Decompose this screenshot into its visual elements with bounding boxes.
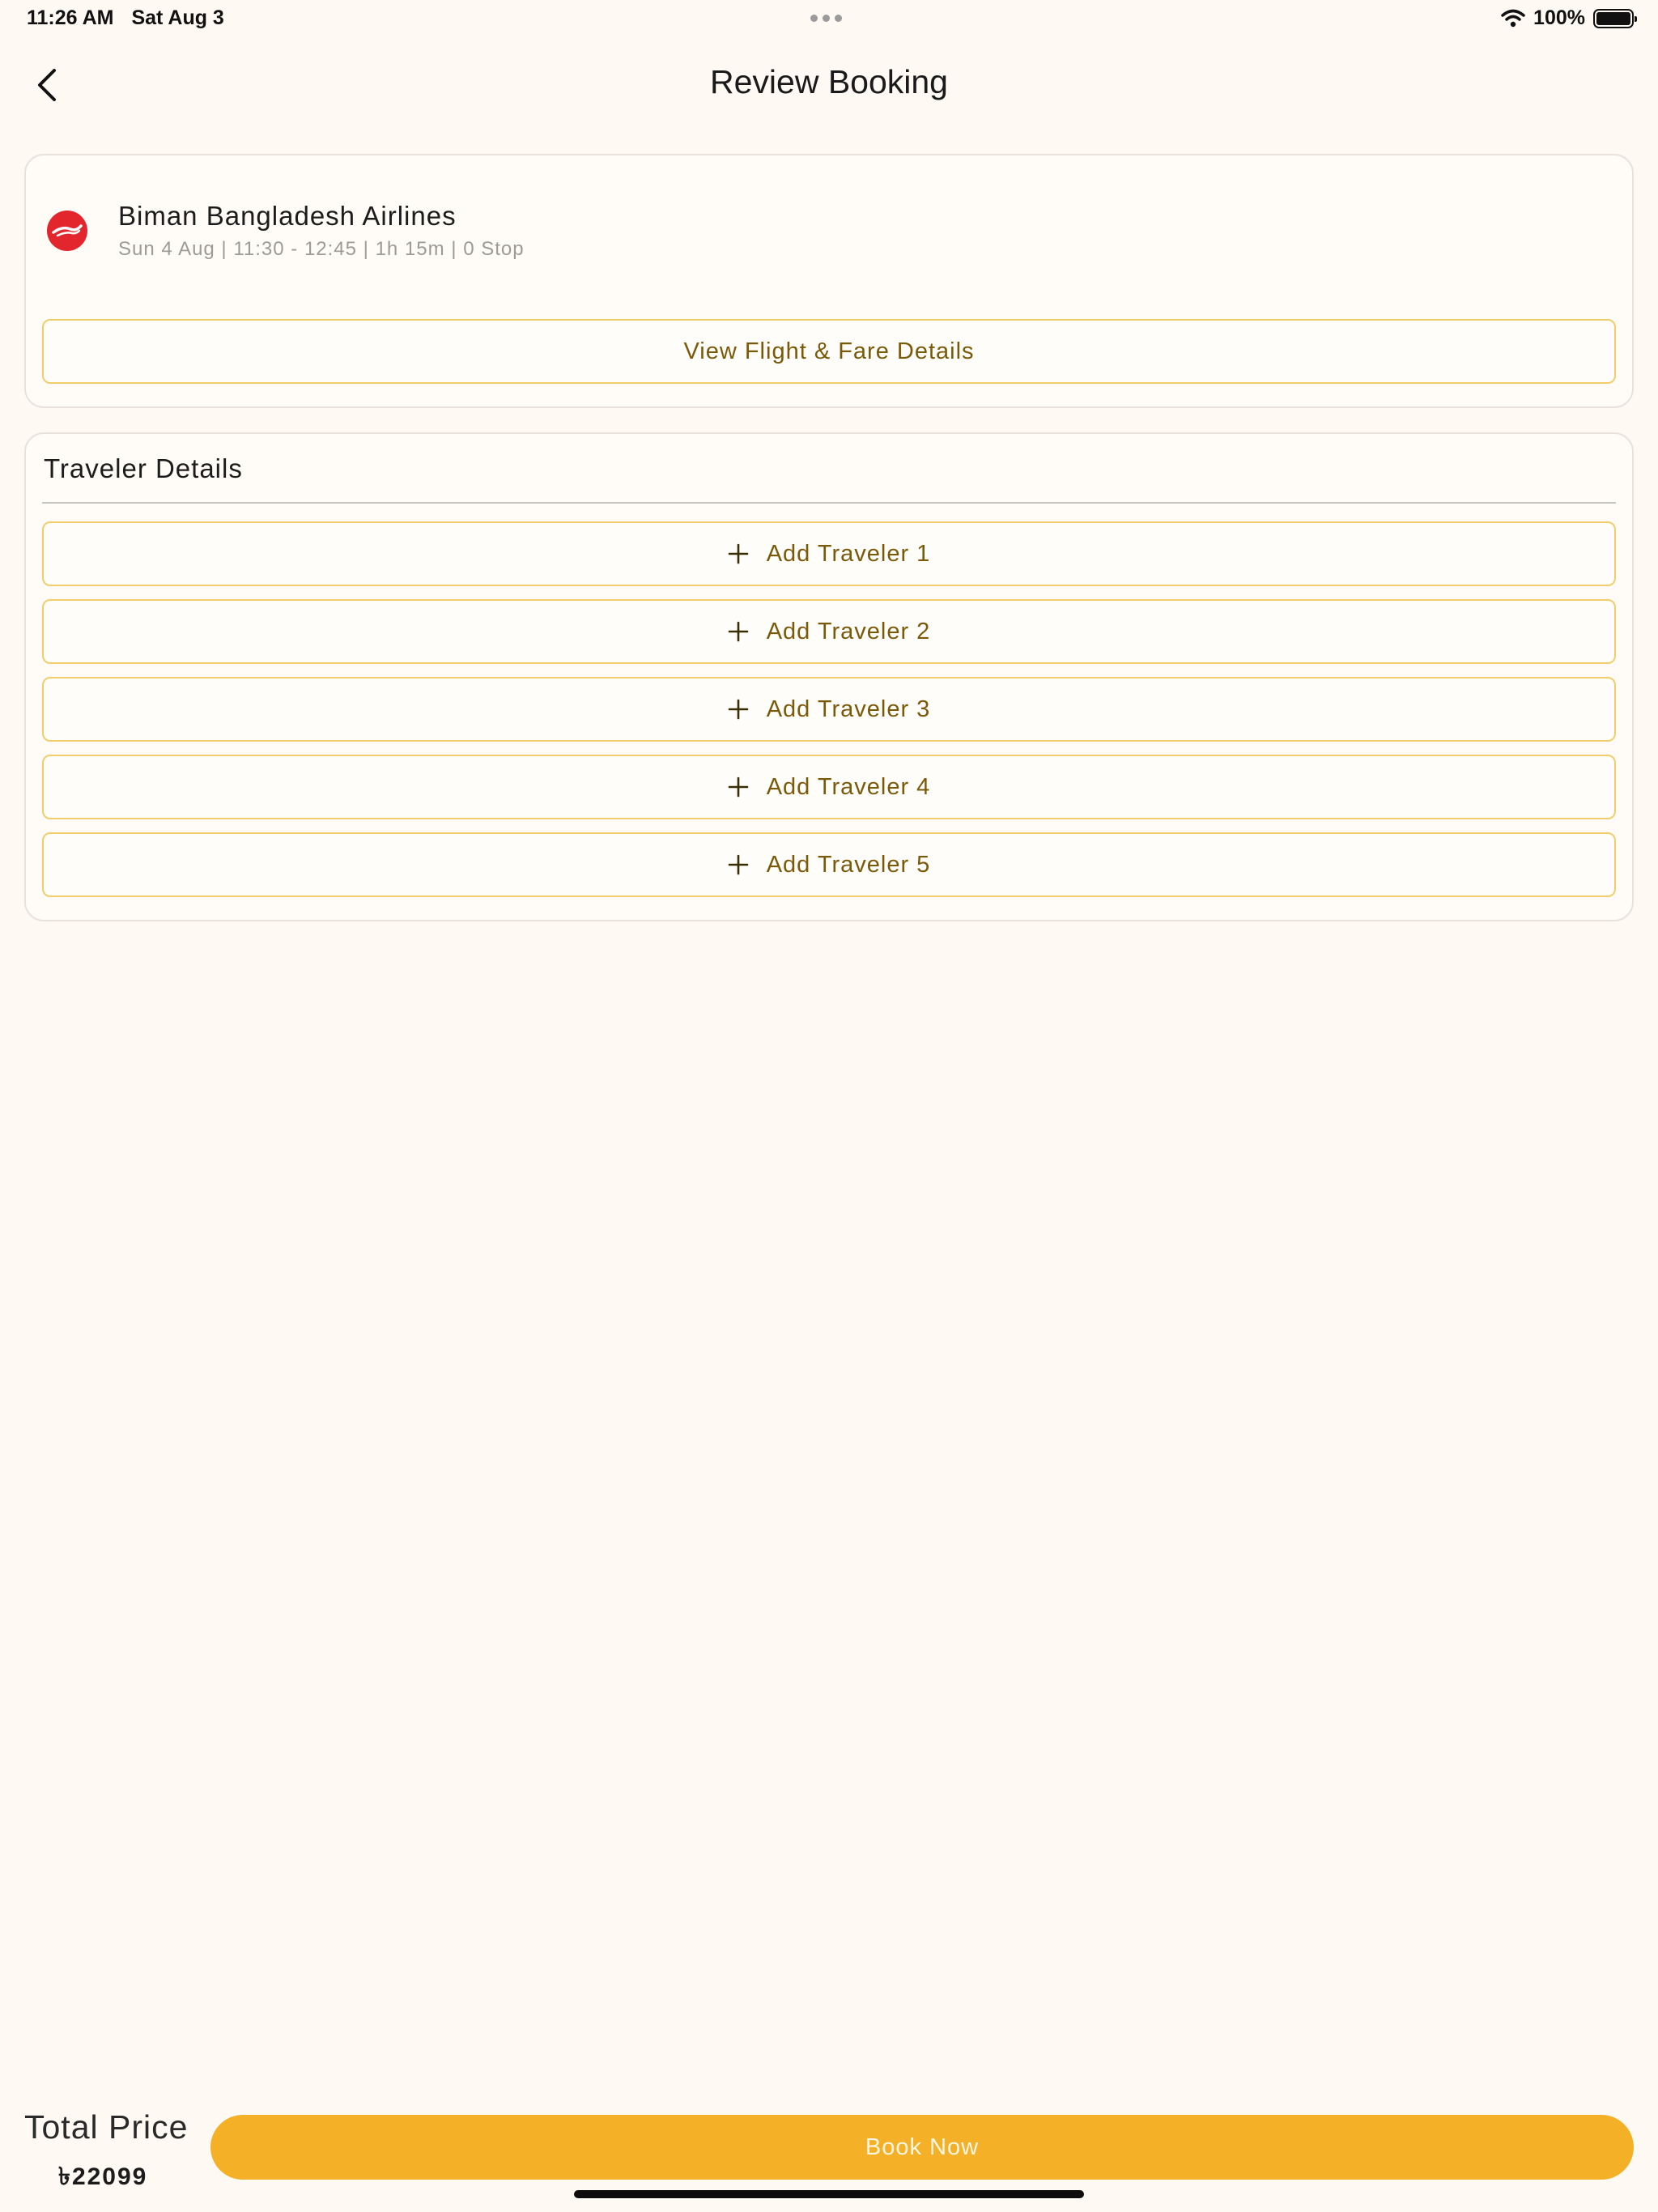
plus-icon xyxy=(728,854,749,875)
plus-icon xyxy=(728,699,749,720)
view-flight-fare-details-button[interactable] xyxy=(42,319,1616,384)
section-divider xyxy=(42,502,1616,504)
traveler-details-title: Traveler Details xyxy=(44,453,243,483)
add-traveler-label: Add Traveler 2 xyxy=(766,618,931,644)
add-traveler-3-button[interactable] xyxy=(42,677,1616,742)
status-datetime xyxy=(27,6,224,30)
home-indicator[interactable] xyxy=(574,2190,1084,2198)
add-traveler-2-button[interactable] xyxy=(42,599,1616,664)
add-traveler-5-button[interactable] xyxy=(42,832,1616,897)
battery-icon xyxy=(1593,9,1634,28)
status-time: 11:26 AM xyxy=(27,6,114,29)
total-price-label: Total Price xyxy=(24,2108,189,2146)
multitasking-dots-icon[interactable] xyxy=(810,15,842,22)
page-title: Review Booking xyxy=(710,63,948,100)
add-traveler-label: Add Traveler 5 xyxy=(766,851,931,878)
plus-icon xyxy=(728,543,749,564)
airline-logo-icon xyxy=(47,211,87,251)
airline-name: Biman Bangladesh Airlines xyxy=(118,201,457,231)
status-date: Sat Aug 3 xyxy=(131,6,224,29)
plus-icon xyxy=(728,776,749,798)
view-details-label: View Flight & Fare Details xyxy=(683,338,975,364)
book-now-button[interactable] xyxy=(210,2115,1634,2180)
plus-icon xyxy=(728,621,749,642)
book-now-label: Book Now xyxy=(865,2133,980,2160)
flight-schedule-info: Sun 4 Aug | 11:30 - 12:45 | 1h 15m | 0 Stop xyxy=(118,238,525,260)
add-traveler-label: Add Traveler 1 xyxy=(766,540,931,567)
add-traveler-1-button[interactable] xyxy=(42,521,1616,586)
traveler-details-card xyxy=(24,432,1634,921)
status-indicators xyxy=(1501,6,1634,30)
add-traveler-label: Add Traveler 4 xyxy=(766,773,931,800)
flight-summary-card xyxy=(24,154,1634,408)
add-traveler-4-button[interactable] xyxy=(42,755,1616,819)
wifi-icon xyxy=(1501,9,1525,28)
battery-percentage: 100% xyxy=(1533,6,1585,29)
add-traveler-label: Add Traveler 3 xyxy=(766,696,931,722)
status-bar xyxy=(0,0,1658,39)
total-price-value: ৳22099 xyxy=(58,2163,148,2190)
